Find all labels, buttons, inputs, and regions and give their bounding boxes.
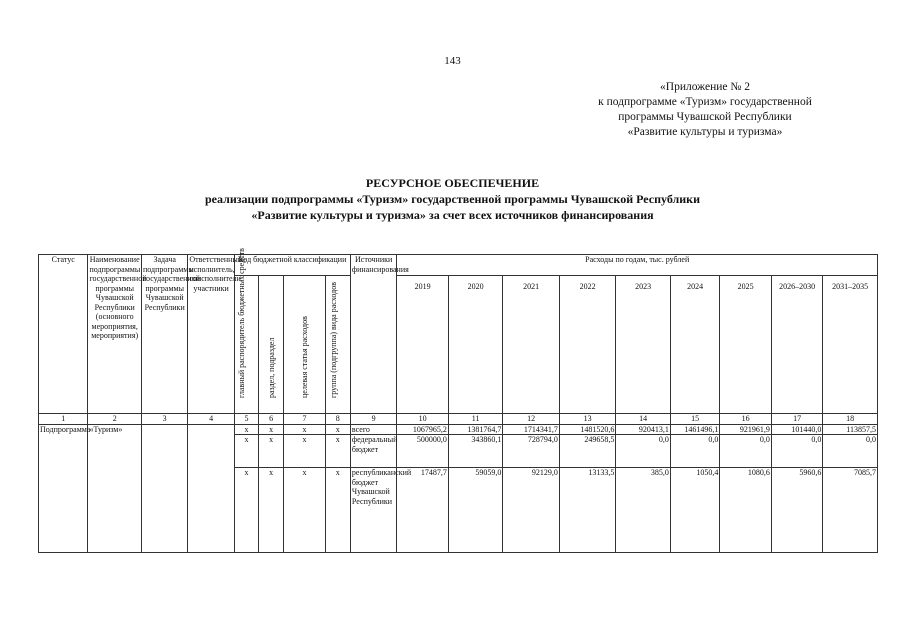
header-source: Источники финансирования: [350, 255, 396, 414]
table-row: [39, 424, 878, 435]
code-cell: x: [234, 424, 258, 435]
resource-table: [38, 248, 878, 553]
code-cell: x: [284, 468, 325, 553]
code-cell: x: [284, 435, 325, 468]
header-code-target-item: целевая статья расходов: [300, 316, 310, 398]
value-cell: 921961,9: [720, 424, 771, 435]
code-cell: x: [234, 435, 258, 468]
program-name-cell: «Туризм»: [88, 424, 142, 553]
appendix-line-4: «Развитие культуры и туризма»: [627, 126, 783, 138]
value-cell: 113857,5: [823, 424, 878, 435]
value-cell: 17487,7: [397, 468, 448, 553]
header-year: 2025: [720, 276, 771, 414]
value-cell: 0,0: [720, 435, 771, 468]
header-task: Задача подпрограммы государственной программы Чувашской Республики: [141, 255, 187, 414]
column-index: 15: [670, 414, 719, 425]
header-responsible: Ответственный исполнитель, соисполнители, участники: [188, 255, 234, 414]
code-cell: x: [325, 424, 350, 435]
header-year: 2031–2035: [823, 276, 878, 414]
column-index-row: [39, 414, 878, 425]
appendix-line-1: «Приложение № 2: [660, 81, 750, 93]
responsible-cell: [188, 424, 234, 553]
appendix-line-3: программы Чувашской Республики: [618, 111, 792, 123]
source-cell: федеральный бюджет: [350, 435, 396, 468]
column-index: 1: [39, 414, 88, 425]
header-year: 2021: [503, 276, 560, 414]
task-cell: [141, 424, 187, 553]
value-cell: 1461496,1: [670, 424, 719, 435]
value-cell: 0,0: [670, 435, 719, 468]
code-cell: x: [284, 424, 325, 435]
code-cell: x: [259, 435, 284, 468]
header-year: 2022: [559, 276, 616, 414]
header-code-col: [284, 276, 325, 414]
value-cell: 5960,6: [771, 468, 822, 553]
column-index: 17: [771, 414, 822, 425]
value-cell: 1067965,2: [397, 424, 448, 435]
title-line-2: реализации подпрограммы «Туризм» государственной программы Чувашской Республики: [204, 192, 701, 206]
value-cell: 1381764,7: [448, 424, 503, 435]
value-cell: 0,0: [771, 435, 822, 468]
code-cell: x: [234, 468, 258, 553]
appendix-line-2: к подпрограмме «Туризм» государственной: [598, 96, 812, 108]
column-index: 7: [284, 414, 325, 425]
column-index: 9: [350, 414, 396, 425]
value-cell: 0,0: [823, 435, 878, 468]
column-index: 14: [616, 414, 671, 425]
value-cell: 59059,0: [448, 468, 503, 553]
page-number: 143: [444, 55, 461, 67]
header-year: 2026–2030: [771, 276, 822, 414]
header-code-col: [325, 276, 350, 414]
header-code-section: раздел, подраздел: [267, 337, 277, 398]
document-title: [0, 175, 905, 223]
status-cell: Подпрограмма: [39, 424, 88, 553]
value-cell: 500000,0: [397, 435, 448, 468]
header-budget-code: Код бюджетной классификации: [234, 255, 350, 276]
column-index: 4: [188, 414, 234, 425]
column-index: 11: [448, 414, 503, 425]
value-cell: 0,0: [616, 435, 671, 468]
value-cell: 249658,5: [559, 435, 616, 468]
source-cell: республиканский бюджет Чувашской Республики: [350, 468, 396, 553]
code-cell: x: [325, 468, 350, 553]
column-index: 2: [88, 414, 142, 425]
column-index: 13: [559, 414, 616, 425]
title-line-1: РЕСУРСНОЕ ОБЕСПЕЧЕНИЕ: [365, 176, 540, 190]
header-year: 2019: [397, 276, 448, 414]
header-code-main-manager: главный распорядитель бюджетных средств: [237, 248, 247, 398]
value-cell: 1080,6: [720, 468, 771, 553]
header-expenses: Расходы по годам, тыс. рублей: [397, 255, 878, 276]
value-cell: 101440,0: [771, 424, 822, 435]
header-code-col: [234, 248, 258, 414]
header-name: Наименование подпрограммы государственной программы Чувашской Республики (основного мероприятия, мероприятия): [88, 255, 142, 414]
header-year: 2023: [616, 276, 671, 414]
column-index: 10: [397, 414, 448, 425]
value-cell: 7085,7: [823, 468, 878, 553]
header-code-col: [259, 276, 284, 414]
code-cell: x: [259, 468, 284, 553]
value-cell: 1481520,6: [559, 424, 616, 435]
value-cell: 92129,0: [503, 468, 560, 553]
title-line-3: «Развитие культуры и туризма» за счет всех источников финансирования: [251, 208, 654, 222]
value-cell: 920413,1: [616, 424, 671, 435]
value-cell: 385,0: [616, 468, 671, 553]
column-index: 3: [141, 414, 187, 425]
header-code-expense-group: группа (подгруппа) вида расходов: [328, 281, 338, 398]
value-cell: 728794,0: [503, 435, 560, 468]
value-cell: 343860,1: [448, 435, 503, 468]
column-index: 5: [234, 414, 258, 425]
column-index: 6: [259, 414, 284, 425]
header-status: Статус: [39, 255, 88, 414]
code-cell: x: [259, 424, 284, 435]
column-index: 8: [325, 414, 350, 425]
source-cell: всего: [350, 424, 396, 435]
value-cell: 13133,5: [559, 468, 616, 553]
column-index: 18: [823, 414, 878, 425]
value-cell: 1714341,7: [503, 424, 560, 435]
code-cell: x: [325, 435, 350, 468]
column-index: 16: [720, 414, 771, 425]
column-index: 12: [503, 414, 560, 425]
appendix-note: [560, 80, 850, 140]
header-year: 2020: [448, 276, 503, 414]
header-year: 2024: [670, 276, 719, 414]
value-cell: 1050,4: [670, 468, 719, 553]
